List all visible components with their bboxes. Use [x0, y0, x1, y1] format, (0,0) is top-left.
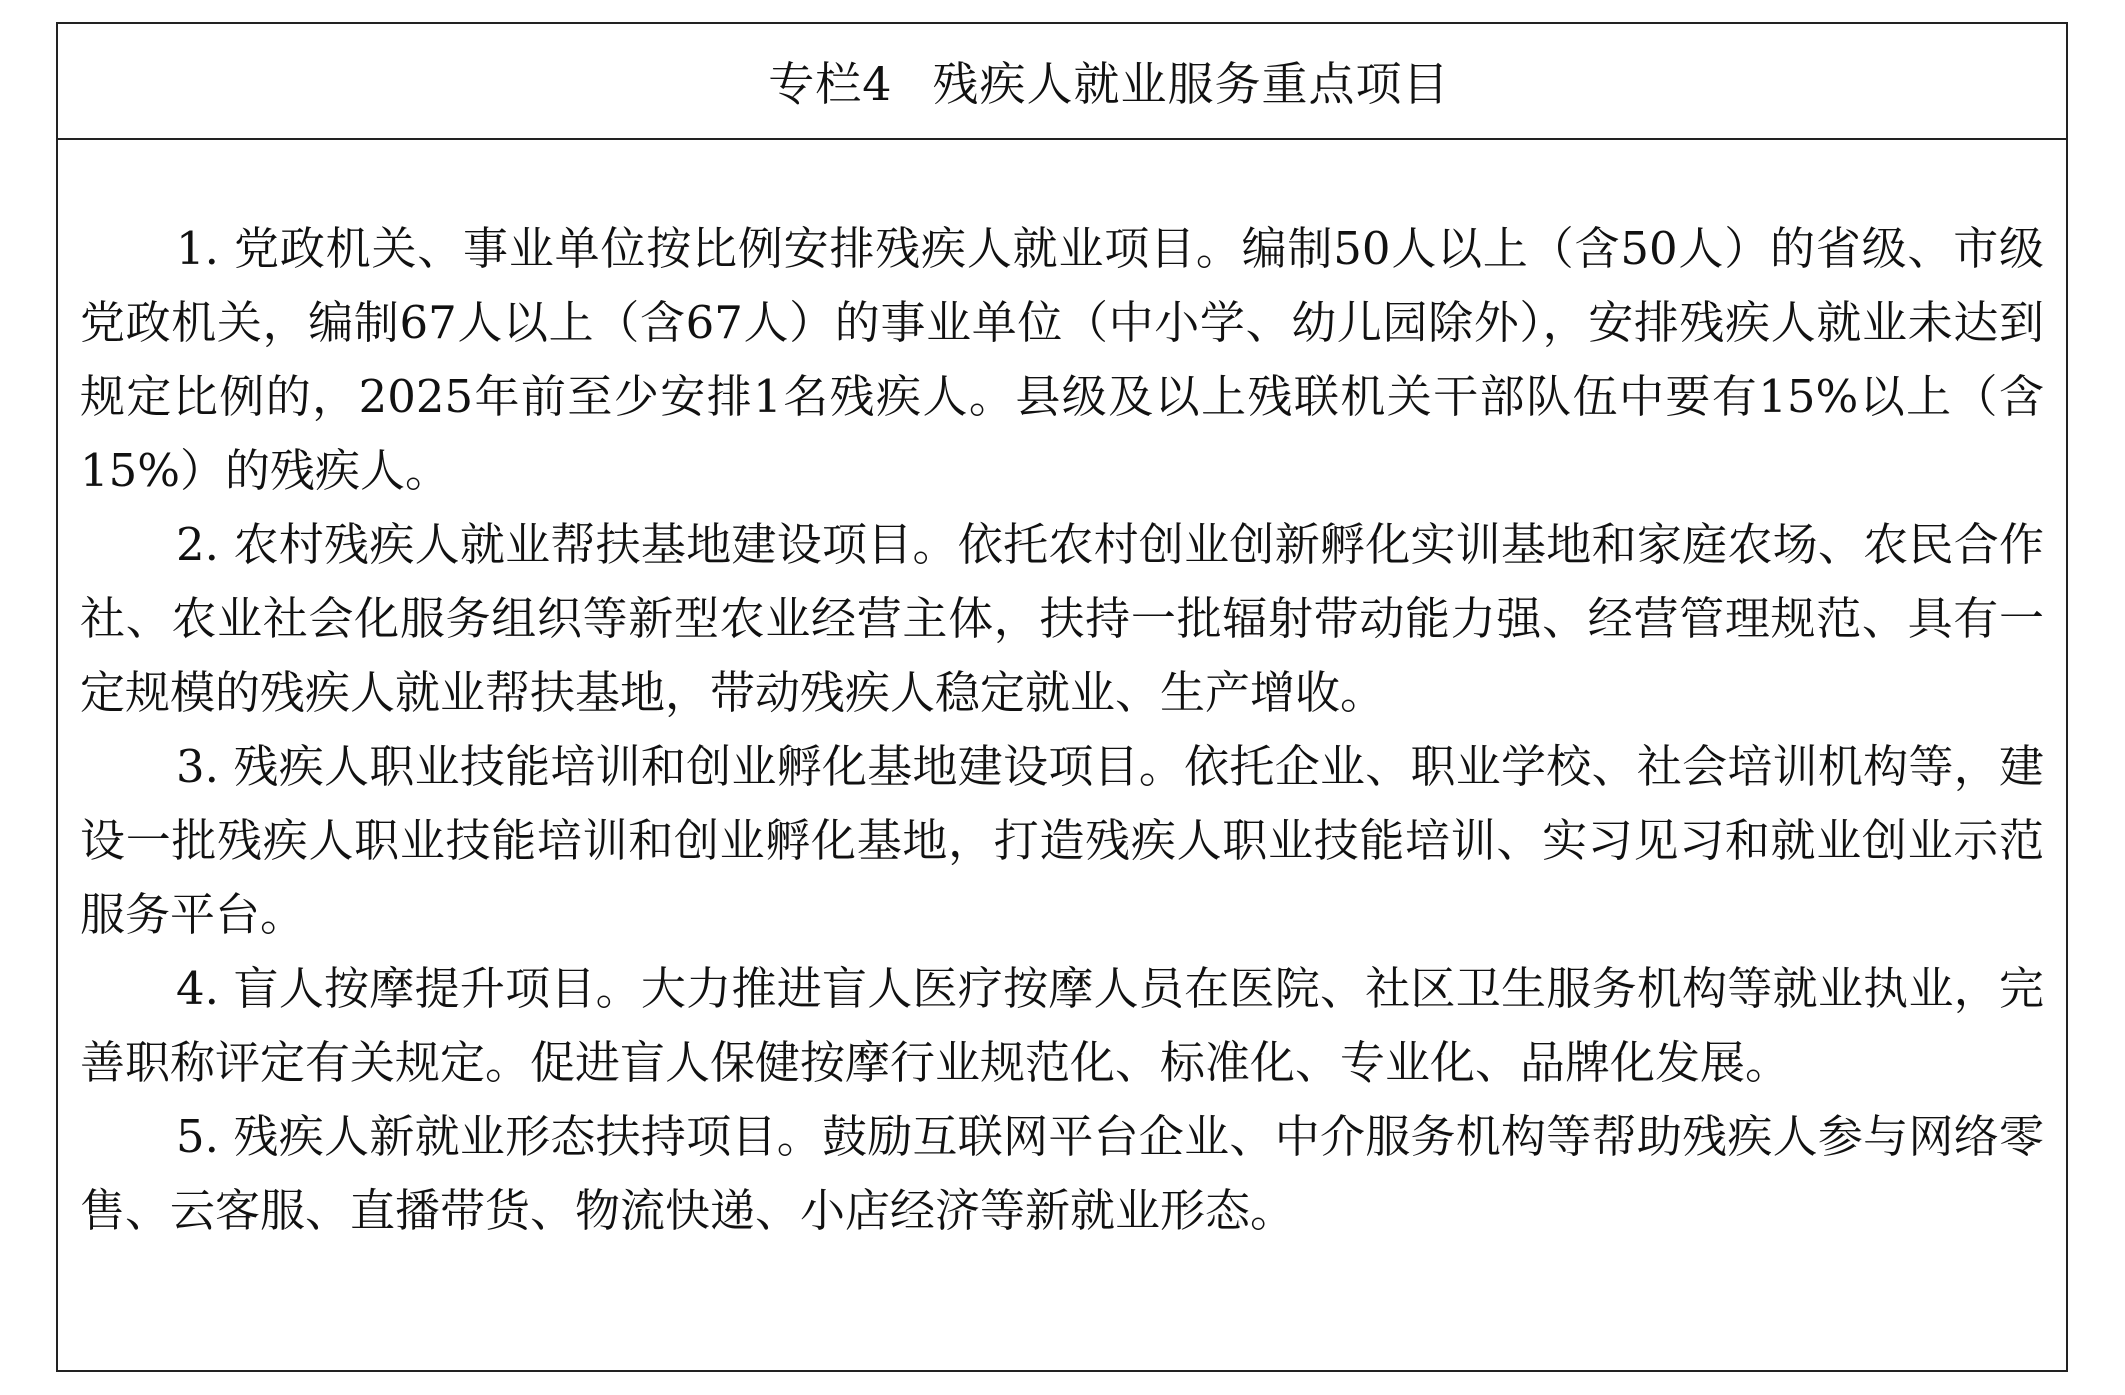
- column-heading: 残疾人就业服务重点项目: [932, 57, 1450, 111]
- column-label: 专栏4: [768, 57, 893, 111]
- column-box: [56, 22, 2068, 1372]
- column-content: [58, 140, 2066, 1248]
- project-item-2: 2. 农村残疾人就业帮扶基地建设项目。依托农村创业创新孵化实训基地和家庭农场、农民合作社、农业社会化服务组织等新型农业经营主体，扶持一批辐射带动能力强、经营管理规范、具有一定规模的残疾人就业帮扶基地，带动残疾人稳定就业、生产增收。: [80, 518, 2044, 719]
- project-item-1: 1. 党政机关、事业单位按比例安排残疾人就业项目。编制50人以上（含50人）的省级、市级党政机关，编制67人以上（含67人）的事业单位（中小学、幼儿园除外），安排残疾人就业未达到规定比例的，2025年前至少安排1名残疾人。县级及以上残联机关干部队伍中要有15%以上（含15%）的残疾人。: [80, 222, 2044, 497]
- project-item-4: 4. 盲人按摩提升项目。大力推进盲人医疗按摩人员在医院、社区卫生服务机构等就业执业，完善职称评定有关规定。促进盲人保健按摩行业规范化、标准化、专业化、品牌化发展。: [80, 962, 2044, 1089]
- column-header: [58, 24, 2066, 140]
- project-item-5: 5. 残疾人新就业形态扶持项目。鼓励互联网平台企业、中介服务机构等帮助残疾人参与网络零售、云客服、直播带货、物流快递、小店经济等新就业形态。: [80, 1110, 2044, 1237]
- column-title: [674, 0, 1449, 168]
- project-item-3: 3. 残疾人职业技能培训和创业孵化基地建设项目。依托企业、职业学校、社会培训机构等，建设一批残疾人职业技能培训和创业孵化基地，打造残疾人职业技能培训、实习见习和就业创业示范服务平台。: [80, 740, 2044, 941]
